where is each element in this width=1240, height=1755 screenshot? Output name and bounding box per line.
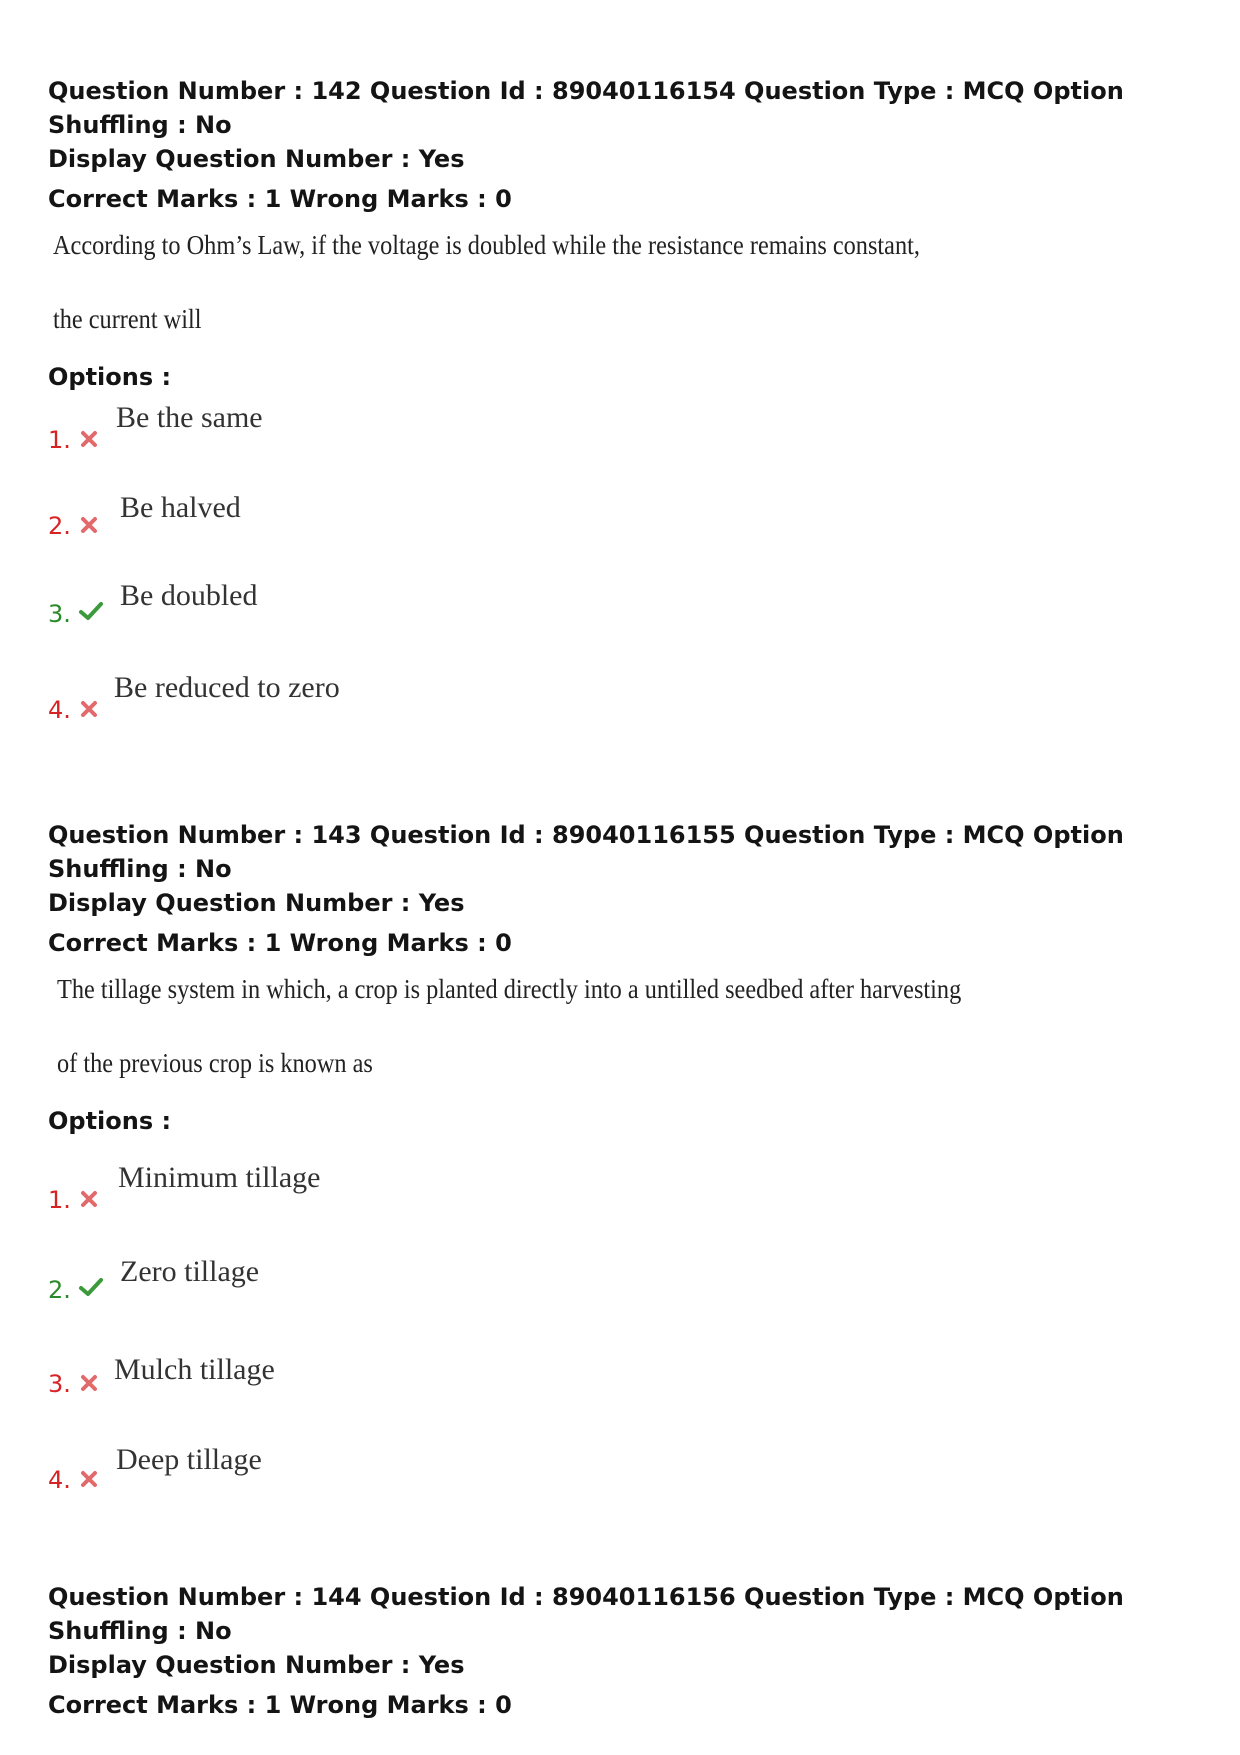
cross-icon bbox=[78, 1468, 100, 1490]
option-text: Deep tillage bbox=[116, 1443, 262, 1476]
question-header-line1: Question Number : 142 Question Id : 89040116154 Question Type : MCQ Option Shuffling : No bbox=[48, 77, 1124, 139]
question-142 bbox=[48, 74, 1198, 794]
option-1 bbox=[48, 1150, 1198, 1254]
options-label: Options : bbox=[48, 1107, 172, 1135]
option-text: Mulch tillage bbox=[114, 1353, 275, 1386]
option-2 bbox=[48, 1254, 1198, 1358]
options-list bbox=[48, 398, 1198, 794]
cross-icon bbox=[78, 514, 100, 536]
options-label: Options : bbox=[48, 363, 172, 391]
cross-icon bbox=[78, 1188, 100, 1210]
question-header-line2: Display Question Number : Yes bbox=[48, 889, 465, 917]
option-number: 4. bbox=[48, 1466, 71, 1494]
option-text: Zero tillage bbox=[120, 1255, 260, 1288]
cross-icon bbox=[78, 1372, 100, 1394]
question-text-line1: According to Ohm’s Law, if the voltage is doubled while the resistance remains constant, bbox=[53, 230, 920, 260]
question-header bbox=[48, 1580, 1198, 1682]
option-number: 2. bbox=[48, 512, 71, 540]
cross-icon bbox=[78, 428, 100, 450]
option-4 bbox=[48, 671, 1198, 794]
question-header bbox=[48, 818, 1198, 920]
question-text-line2: the current will bbox=[53, 304, 202, 334]
cross-icon bbox=[78, 698, 100, 720]
question-text-line1: The tillage system in which, a crop is planted directly into a untilled seedbed after harvesting bbox=[57, 974, 962, 1004]
option-text: Be the same bbox=[116, 401, 263, 434]
check-icon bbox=[78, 1276, 104, 1298]
question-text bbox=[57, 974, 1084, 1078]
option-number: 3. bbox=[48, 600, 71, 628]
question-header-line2: Display Question Number : Yes bbox=[48, 145, 465, 173]
question-marks: Correct Marks : 1 Wrong Marks : 0 bbox=[48, 1691, 512, 1719]
question-text-line2: of the previous crop is known as bbox=[57, 1048, 373, 1078]
question-marks: Correct Marks : 1 Wrong Marks : 0 bbox=[48, 929, 512, 957]
option-text: Be reduced to zero bbox=[114, 671, 340, 704]
question-text bbox=[53, 230, 1084, 334]
option-number: 3. bbox=[48, 1370, 71, 1398]
option-number: 4. bbox=[48, 696, 71, 724]
question-header-line2: Display Question Number : Yes bbox=[48, 1651, 465, 1679]
question-header bbox=[48, 74, 1198, 176]
option-text: Be halved bbox=[120, 491, 241, 524]
question-144 bbox=[48, 1580, 1198, 1722]
option-text: Be doubled bbox=[120, 579, 258, 612]
option-number: 1. bbox=[48, 1186, 71, 1214]
option-text: Minimum tillage bbox=[118, 1161, 321, 1194]
option-4 bbox=[48, 1443, 1198, 1558]
question-header-line1: Question Number : 143 Question Id : 89040116155 Question Type : MCQ Option Shuffling : No bbox=[48, 821, 1124, 883]
check-icon bbox=[78, 600, 104, 622]
question-header-line1: Question Number : 144 Question Id : 89040116156 Question Type : MCQ Option Shuffling : No bbox=[48, 1583, 1124, 1645]
option-1 bbox=[48, 398, 1198, 494]
question-143 bbox=[48, 818, 1198, 1558]
options-list bbox=[48, 1150, 1198, 1558]
question-marks: Correct Marks : 1 Wrong Marks : 0 bbox=[48, 185, 512, 213]
option-number: 1. bbox=[48, 426, 71, 454]
option-number: 2. bbox=[48, 1276, 71, 1304]
